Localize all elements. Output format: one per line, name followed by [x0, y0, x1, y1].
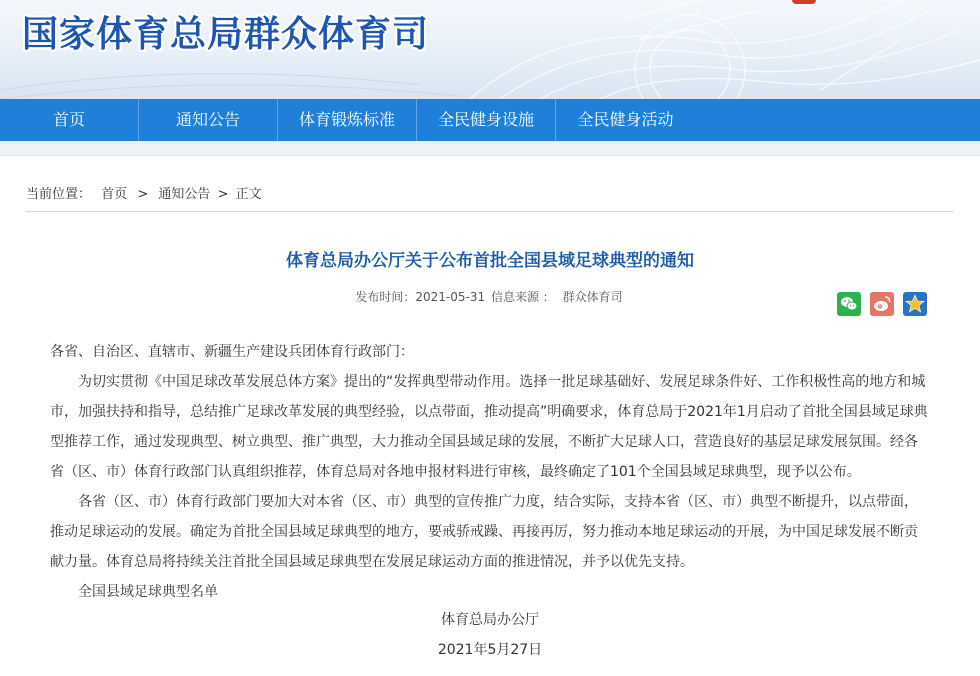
article-date: 2021年5月27日 [437, 642, 543, 658]
emblem-edge [792, 0, 816, 4]
breadcrumb-home[interactable]: 首页 [101, 187, 128, 202]
nav-item-fitness-facilities[interactable]: 全民健身设施 [417, 99, 556, 141]
wechat-icon[interactable] [837, 292, 861, 316]
article-paragraph: 为切实贯彻《中国足球改革发展总体方案》提出的“发挥典型带动作用。选择一批足球基础好、发展足球条件好、工作积极性高的地方和城市，加强扶持和指导，总结推广足球改革发展的典型经验，以点带面，推动提高”明确要求，体育总局于2021年1月启动了首批全国县域足球典型推荐工作，通过发现典型、树立典型、推广典型，大力推动全国县域足球的发展，不断扩大足球人口，营造良好的基层足球发展氛围。经各省（区、市）体育行政部门认真组织推荐，体育总局对各地申报材料进行审核，最终确定了101个全国县域足球典型，现予以公布。 [50, 374, 928, 480]
site-title[interactable]: 国家体育总局群众体育司 [22, 14, 430, 55]
article-signer: 体育总局办公厅 [441, 612, 539, 628]
source-value: 群众体育司 [562, 290, 623, 304]
weibo-icon[interactable] [870, 292, 894, 316]
article-paragraph: 各省（区、市）体育行政部门要加大对本省（区、市）典型的宣传推广力度，结合实际，支持本省（区、市）典型不断提升，以点带面，推动足球运动的发展。确定为首批全国县域足球典型的地方，要戒骄戒躁、再接再厉，努力推动本地足球运动的开展，为中国足球发展不断贡献力量。体育总局将持续关注首批全国县域足球典型在发展足球运动方面的推进情况，并予以优先支持。 [50, 494, 918, 570]
published-date: 2021-05-31 [415, 290, 486, 304]
article-panel [0, 155, 980, 676]
breadcrumb-notices[interactable]: 通知公告 [158, 187, 211, 202]
breadcrumb-separator: > [217, 187, 229, 202]
article-greeting: 各省、自治区、直辖市、新疆生产建设兵团体育行政部门： [50, 344, 414, 360]
attachment-link[interactable]: 全国县域足球典型名单 [78, 584, 218, 600]
article-body [50, 337, 930, 607]
nav-item-fitness-standards[interactable]: 体育锻炼标准 [278, 99, 417, 141]
nav-item-notices[interactable]: 通知公告 [139, 99, 278, 141]
breadcrumb [26, 183, 262, 202]
breadcrumb-current: 正文 [235, 187, 262, 202]
breadcrumb-divider [26, 211, 954, 212]
site-banner [0, 0, 980, 99]
article-meta [0, 288, 980, 305]
article-title: 体育总局办公厅关于公布首批全国县域足球典型的通知 [286, 251, 694, 271]
published-label: 发布时间： [355, 290, 416, 304]
breadcrumb-prefix: 当前位置： [26, 187, 92, 202]
source-label: 信息来源 ： [490, 290, 555, 304]
main-nav [0, 99, 980, 141]
nav-item-home[interactable]: 首页 [0, 99, 139, 141]
breadcrumb-separator: > [137, 187, 149, 202]
nav-item-fitness-activities[interactable]: 全民健身活动 [577, 110, 674, 129]
favorite-star-icon[interactable] [903, 292, 927, 316]
share-toolbar [837, 292, 927, 316]
